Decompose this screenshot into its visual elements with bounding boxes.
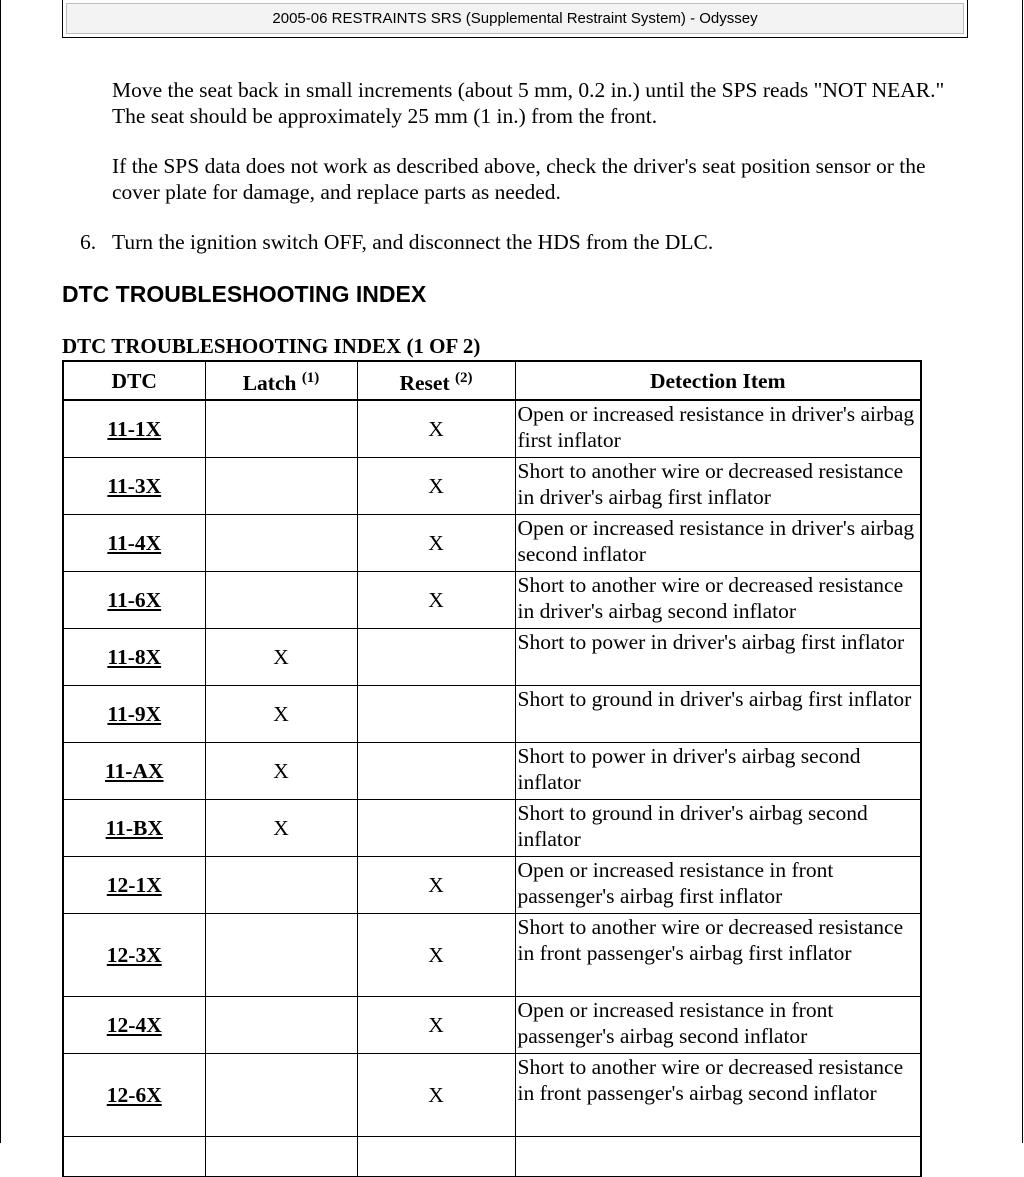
- latch-footnote-ref: (1): [301, 369, 320, 386]
- table-row: [63, 457, 921, 514]
- reset-cell: [357, 799, 515, 856]
- latch-cell: [205, 856, 357, 913]
- table-row: [63, 400, 921, 457]
- instruction-paragraph-sps: If the SPS data does not work as described above, check the driver's seat position sensor or the cover plate for damage, and replace parts as needed.: [112, 154, 926, 204]
- dtc-link[interactable]: 12-1X: [63, 856, 205, 913]
- column-header-dtc: [63, 361, 205, 400]
- latch-cell: X: [205, 742, 357, 799]
- detection-cell: Short to another wire or decreased resistance in driver's airbag second inflator: [515, 571, 921, 628]
- dtc-link[interactable]: 12-6X: [63, 1053, 205, 1136]
- step-text: Turn the ignition switch OFF, and disconnect the HDS from the DLC.: [112, 230, 714, 254]
- dtc-link[interactable]: 11-9X: [63, 685, 205, 742]
- reset-cell: [357, 628, 515, 685]
- dtc-link[interactable]: 11-8X: [63, 628, 205, 685]
- table-row: [63, 856, 921, 913]
- column-header-latch-label: Latch: [242, 371, 297, 396]
- detection-cell: Open or increased resistance in driver's airbag second inflator: [515, 514, 921, 571]
- dtc-link[interactable]: 12-3X: [63, 913, 205, 996]
- reset-cell: [357, 685, 515, 742]
- partial-cell: [205, 1136, 357, 1176]
- column-header-dtc-label: DTC: [111, 368, 157, 393]
- reset-cell: X: [357, 1053, 515, 1136]
- detection-cell: Short to another wire or decreased resistance in front passenger's airbag second inflator: [515, 1053, 921, 1136]
- latch-cell: [205, 400, 357, 457]
- reset-cell: X: [357, 996, 515, 1053]
- dtc-link[interactable]: 12-4X: [63, 996, 205, 1053]
- table-caption: DTC TROUBLESHOOTING INDEX (1 OF 2): [62, 334, 481, 358]
- dtc-index-table: [62, 360, 922, 1177]
- section-title: DTC TROUBLESHOOTING INDEX: [62, 281, 427, 307]
- detection-cell: Short to ground in driver's airbag first inflator: [515, 685, 921, 742]
- detection-cell: Short to ground in driver's airbag second inflator: [515, 799, 921, 856]
- reset-cell: X: [357, 856, 515, 913]
- dtc-link[interactable]: 11-4X: [63, 514, 205, 571]
- column-header-reset: [357, 361, 515, 400]
- reset-cell: X: [357, 571, 515, 628]
- table-row: [63, 799, 921, 856]
- table-row: [63, 996, 921, 1053]
- dtc-link[interactable]: 11-BX: [63, 799, 205, 856]
- step-number: 6.: [80, 230, 97, 254]
- detection-cell: Short to another wire or decreased resistance in driver's airbag first inflator: [515, 457, 921, 514]
- table-row: [63, 742, 921, 799]
- column-header-reset-label: Reset: [399, 371, 450, 396]
- table-row: [63, 913, 921, 996]
- document-title: 2005-06 RESTRAINTS SRS (Supplemental Restraint System) - Odyssey: [66, 3, 964, 34]
- column-header-detection-label: Detection Item: [649, 368, 786, 393]
- latch-cell: X: [205, 628, 357, 685]
- table-header-row: [63, 361, 921, 400]
- latch-cell: [205, 571, 357, 628]
- detection-cell: Short to another wire or decreased resistance in front passenger's airbag first inflator: [515, 913, 921, 996]
- dtc-link[interactable]: 11-1X: [63, 400, 205, 457]
- partial-cell: [357, 1136, 515, 1176]
- latch-cell: [205, 514, 357, 571]
- dtc-link[interactable]: 11-AX: [63, 742, 205, 799]
- dtc-link[interactable]: 11-6X: [63, 571, 205, 628]
- reset-cell: X: [357, 913, 515, 996]
- latch-cell: [205, 913, 357, 996]
- table-row: [63, 628, 921, 685]
- detection-cell: Open or increased resistance in front passenger's airbag first inflator: [515, 856, 921, 913]
- reset-cell: X: [357, 400, 515, 457]
- latch-cell: X: [205, 799, 357, 856]
- table-row: [63, 571, 921, 628]
- latch-cell: [205, 457, 357, 514]
- detection-cell: Short to power in driver's airbag first inflator: [515, 628, 921, 685]
- reset-cell: [357, 742, 515, 799]
- detection-cell: Open or increased resistance in driver's airbag first inflator: [515, 400, 921, 457]
- column-header-detection: [515, 361, 921, 400]
- reset-cell: X: [357, 457, 515, 514]
- partial-cell: [515, 1136, 921, 1176]
- latch-cell: [205, 1053, 357, 1136]
- detection-cell: Short to power in driver's airbag second inflator: [515, 742, 921, 799]
- partial-cell: [63, 1136, 205, 1176]
- dtc-link[interactable]: 11-3X: [63, 457, 205, 514]
- table-row: [63, 1053, 921, 1136]
- table-row: [63, 685, 921, 742]
- page-left-border: [0, 0, 1, 1143]
- document-header: [62, 0, 968, 38]
- page-right-border: [1022, 0, 1023, 1143]
- detection-cell: Open or increased resistance in front passenger's airbag second inflator: [515, 996, 921, 1053]
- latch-cell: X: [205, 685, 357, 742]
- latch-cell: [205, 996, 357, 1053]
- instruction-paragraph-seat: Move the seat back in small increments (about 5 mm, 0.2 in.) until the SPS reads "NOT NEAR." The seat should be approximately 25 mm (1 in.) from the front.: [112, 78, 945, 128]
- reset-cell: X: [357, 514, 515, 571]
- reset-footnote-ref: (2): [455, 369, 473, 386]
- table-row: [63, 514, 921, 571]
- column-header-latch: [205, 361, 357, 400]
- table-row-partial: [63, 1136, 921, 1176]
